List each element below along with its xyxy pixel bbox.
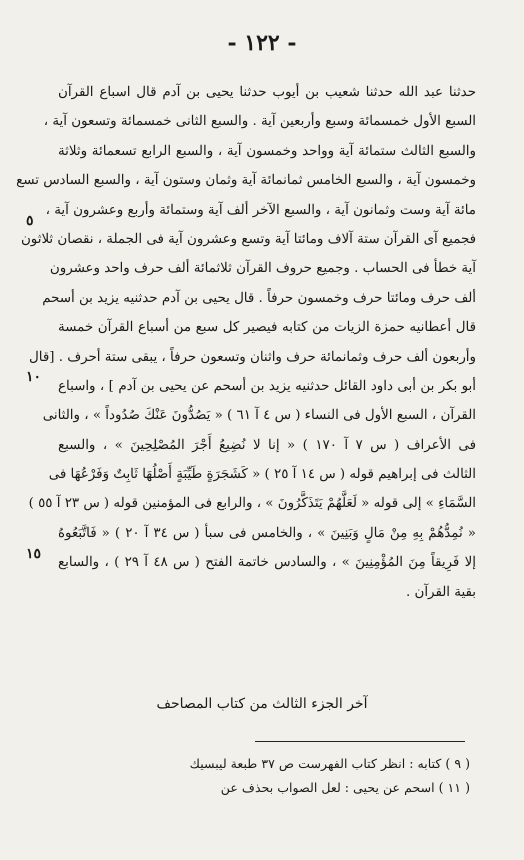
text-line: « نُمِدُّهُمْ بِهِ مِنْ مَالٍ وَبَنِينَ » ، والخامس فى سبأ ( س ٣٤ آ ٢٠ ) « فَاتَّبَعُوهُ <box>58 525 476 541</box>
text-line: أبو بكر بن أبى داود القائل حدثنيه يزيد بن أسحم عن يحيى بن آدم ] ، واسباع <box>58 378 476 394</box>
text-line: وخمسون آية ، والسبع الخامس ثمانمائة آية وثمان وستون آية ، والسبع السادس تسع <box>16 173 476 189</box>
line-number-marker: ٥ <box>26 213 34 229</box>
text-line: فجميع آى القرآن ستة آلاف ومائتا آية وتسع وعشرون آية فى الجملة ، نقصان ثلاثون <box>20 231 476 247</box>
section-end-note: آخر الجزء الثالث من كتاب المصاحف <box>156 696 368 712</box>
text-line: فى الأعراف ( س ٧ آ ١٧٠ ) « إنا لا نُضِيعُ أَجْرَ المُصْلِحِينَ » ، والسبع <box>58 437 476 453</box>
text-line: حدثنا عبد الله حدثنا شعيب بن أيوب حدثنا يحيى بن آدم قال اسباع القرآن <box>58 85 476 100</box>
footnote-divider <box>255 741 465 742</box>
text-line: إلا فَرِيقاً مِنَ المُؤْمِنِينَ » ، والسادس خاتمة الفتح ( س ٤٨ آ ٢٩ ) ، والسابع <box>58 555 476 571</box>
text-line: والسبع الثالث ستمائة آية وواحد وخمسون آية ، والسبع الرابع تسعمائة وثلاثة <box>58 143 476 159</box>
footnote: ( ٩ ) كتابه : انظر كتاب الفهرست ص ٣٧ طبعة ليبسيك <box>189 756 470 771</box>
footnote: ( ١١ ) اسحم عن يحيى : لعل الصواب بحذف عن <box>220 780 470 795</box>
text-line: القرآن ، السبع الأول فى النساء ( س ٤ آ ٦١ ) « يَصُدُّونَ عَنْكَ صُدُوداً » ، والثانى <box>42 408 476 424</box>
text-line: السبع الأول خمسمائة وسبع وأربعين آية . والسبع الثانى خمسمائة وتسعون آية ، <box>43 114 476 130</box>
text-line: السَّمَاءِ » إلى قوله « لَعَلَّهُمْ يَتَذَكَّرُونَ » ، والرابع فى المؤمنين قوله ( س ٢٣ آ ٥٥ ) <box>28 496 476 512</box>
text-line: بقية القرآن . <box>405 584 476 600</box>
text-line: ألف حرف ومائتا حرف وخمسون حرفاً . قال يحيى بن آدم حدثنيه يزيد بن أسحم <box>42 290 476 306</box>
text-line: الثالث فى إبراهيم قوله ( س ١٤ آ ٢٥ ) « كَشَجَرَةٍ طَيِّبَةٍ أَصْلُهَا ثَابِتٌ وَفَرْعُهَا فى <box>48 467 476 483</box>
line-number-marker: ١٠ <box>26 369 42 385</box>
footnotes <box>150 752 470 800</box>
page-number: - ١٢٢ - <box>227 30 297 56</box>
text-line: آية خطأ فى الحساب . وجميع حروف القرآن ثلاثمائة ألف حرف واحد وعشرون <box>49 261 476 277</box>
line-number-marker: ١٥ <box>26 546 42 562</box>
text-line: مائة آية وست وثمانون آية ، والسبع الآخر ألف آية وستمائة وأربع وعشرون آية ، <box>45 202 476 218</box>
text-line: قال أعطانيه حمزة الزيات من كتابه فيصير كل سبع من أسباع القرآن خمسة <box>58 320 476 336</box>
text-line: وأربعون ألف حرف وثمانمائة حرف واثنان وتسعون حرفاً ، يبقى ستة أحرف . [قال <box>29 349 476 365</box>
